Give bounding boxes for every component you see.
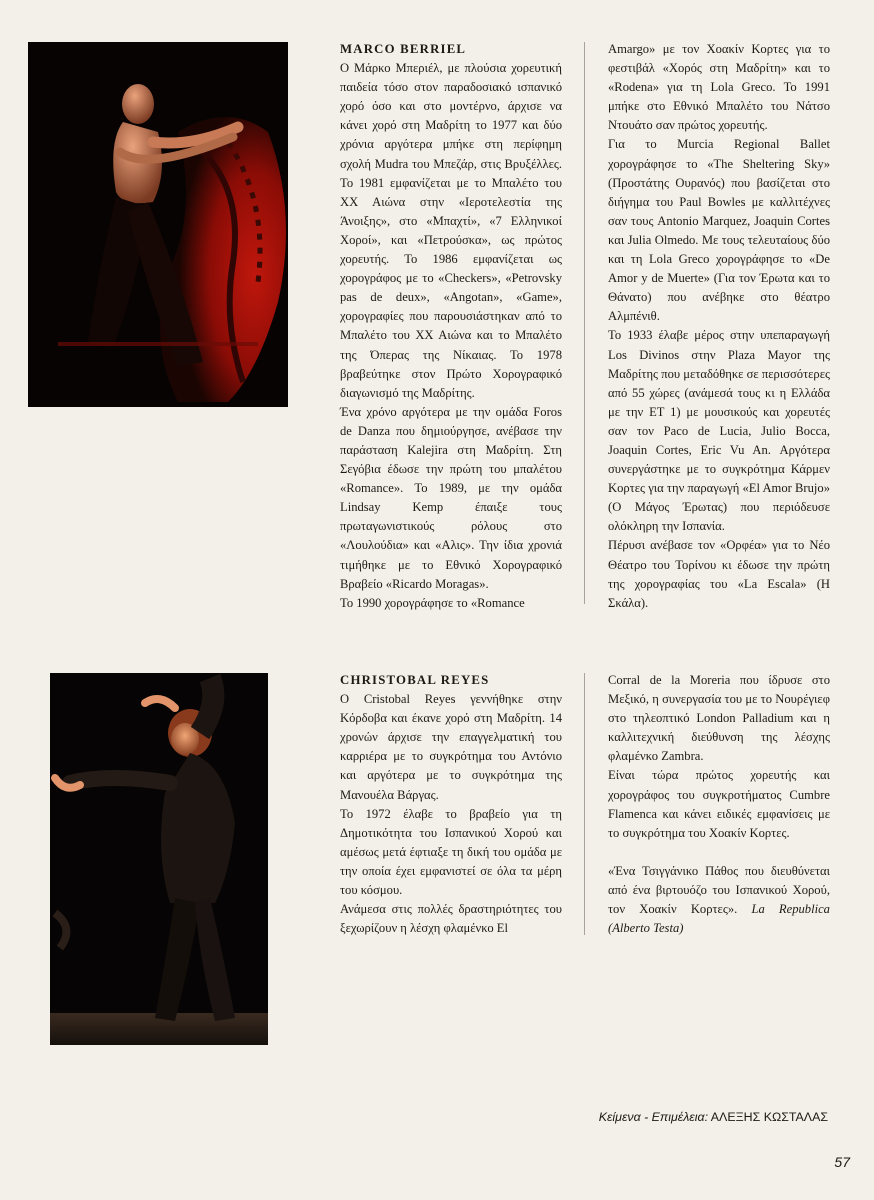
paragraph: Ένα χρόνο αργότερα με την ομάδα Foros de Danza που δημιούργησε, ανέβασε την παράσταση Kalejira στη Μαδρίτη. Στη Σεγόβια έδωσε την πρώτη του μπαλέτου «Romance». Το 1989, με την ομάδα Lindsay Kemp έπαιξε τους πρωταγωνιστικούς ρόλους στο «Λουλούδια» και «Αλις». Την ίδια χρονιά τιμήθηκε με το Εθνικό Χορογραφικό Βραβείο «Ricardo Moragas». — [340, 404, 562, 591]
section-heading-christobal-reyes: CHRISTOBAL REYES — [340, 673, 490, 687]
paragraph: Το 1933 έλαβε μέρος στην υπεπαραγωγή Los Divinos στην Plaza Mayor της Μαδρίτης που μεταδόθηκε σε περισσότερες από 55 χώρες (ανάμεσά τους κι η Ελλάδα με την ΕΤ 1) με μουσικούς και χορευτές σαν τον Paco de Lucia, Julio Bocca, Joaquin Cortes, Eric Vu An. Αργότερα συνεργάστηκε με το συγκρότημα Κάρμεν Κορτες για την παραγωγή «El Amor Brujo» (Ο Μάγος Έρωτας) που περιόδευσε ολόκληρη την Ισπανία. — [608, 328, 830, 534]
page-number: 57 — [834, 1154, 850, 1170]
marco-berriel-column-left — [340, 40, 562, 613]
photo-christobal-reyes — [50, 673, 268, 1045]
paragraph: Το 1990 χορογράφησε το «Romance — [340, 595, 525, 610]
dancer-red-cape-image — [28, 42, 288, 407]
christobal-reyes-column-left — [340, 671, 562, 938]
paragraph: Είναι τώρα πρώτος χορευτής και χορογράφος του συγκροτήματος Cumbre Flamenca και κάνει ειδικές εμφανίσεις με το συγκρότημα του Χοακίν Κορτες. — [608, 768, 830, 840]
photo-marco-berriel — [28, 42, 288, 407]
credits-name: ΑΛΕΞΗΣ ΚΩΣΤΑΛΑΣ — [710, 1110, 828, 1124]
paragraph: Για το Murcia Regional Ballet χορογράφησε το «The Sheltering Sky» (Προστάτης Ουρανός) που βασίζεται στο διήγημα του Paul Bowles με καλλιτέχνες σαν τους Antonio Marquez, Joaquin Cortes και Julia Olmedo. Με τους τελευταίους δύο και τη Lola Greco χορογράφησε το «De Amor y de Muerte» (Για τον Έρωτα και το Θάνατο) που ανέβηκε στο θέατρο Αλμπένιθ. — [608, 137, 830, 324]
paragraph: Ανάμεσα στις πολλές δραστηριότητες του ξεχωρίζουν η λέσχη φλαμένκο El — [340, 902, 562, 936]
paragraph: Ο Cristobal Reyes γεννήθηκε στην Κόρδοβα και έκανε χορό στη Μαδρίτη. 14 χρονών άρχισε την επαγγελματική του καρριέρα με το συγκρότημα του Αντόνιο και αργότερα με το συγκρότημα της Μανουέλα Βάργας. — [340, 692, 562, 802]
paragraph: Corral de la Moreria που ίδρυσε στο Μεξικό, η συνεργασία του με το Νουρέγιεφ στο τηλεοπτικό London Palladium και η καλλιτεχνική διεύθυνση της λέσχης φλαμένκο Zambra. — [608, 673, 830, 764]
credits-label: Κείμενα - Επιμέλεια: — [598, 1110, 709, 1124]
marco-berriel-column-right — [608, 40, 830, 613]
christobal-reyes-column-right — [608, 671, 830, 938]
section-heading-marco-berriel: MARCO BERRIEL — [340, 42, 467, 56]
paragraph: Amargo» με τον Χοακίν Κορτες για το φεστιβάλ «Χορός στη Μαδρίτη» και το «Rodena» για τη Lola Greco. Το 1991 μπήκε στο Εθνικό Μπαλέτο του Νάτσο Ντουάτο σαν πρώτος χορευτής. — [608, 42, 830, 133]
credits-line — [599, 1110, 828, 1124]
dancer-dark-stage-image — [50, 673, 268, 1045]
paragraph: Το 1972 έλαβε το βραβείο για τη Δημοτικότητα του Ισπανικού Χορού και αμέσως μετά έφτιαξε τη δική του ομάδα με την οποία έχει εμφανιστεί σε όλα τα μέρη του κόσμου. — [340, 806, 562, 898]
quote-source: La Republica (Alberto Testa) — [608, 902, 830, 936]
paragraph: Ο Μάρκο Μπεριέλ, με πλούσια χορευτική παιδεία τόσο στον παραδοσιακό ισπανικό χορό όσο και στο μοντέρνο, άρχισε να κάνει χορό στη Μαδρίτη το 1977 και δύο χρόνια αργότερα μπήκε στη περίφημη σχολή Mudra του Μπεζάρ, στις Βρυξέλλες. Το 1981 εμφανίζεται με το Μπαλέτο του ΧΧ Αιώνα στην «Ιεροτελεστία της Άνοιξης», στο «Μπαχτί», «7 Ελληνικοί Χοροί», και «Πετρούσκα», ως πρώτος χορευτής. Το 1986 εμφανίζεται ως χορογράφος με το «Checkers», «Petrovsky pas de deux», «Angotan», «Game», χορογραφίες που παρουσιάστηκαν από το Μπαλέτο του ΧΧ Αιώνα και το Μπαλέτο της Όπερας της Νίκαιας. Το 1978 βραβεύτηκε στον Πρώτο Χορογραφικό διαγωνισμό της Μαδρίτης. — [340, 61, 562, 400]
paragraph: Πέρυσι ανέβασε τον «Ορφέα» για το Νέο Θέατρο του Τορίνου κι έδωσε την πρώτη της χορογραφίας του «La Escala» (Η Σκάλα). — [608, 538, 830, 610]
press-quote — [608, 862, 830, 938]
column-divider — [584, 673, 585, 935]
quote-text: «Ένα Τσιγγάνικο Πάθος που διευθύνεται από ένα βιρτουόζο του Ισπανικού Χορού, τον Χοακίν Κορτες». — [608, 863, 830, 917]
column-divider — [584, 42, 585, 604]
